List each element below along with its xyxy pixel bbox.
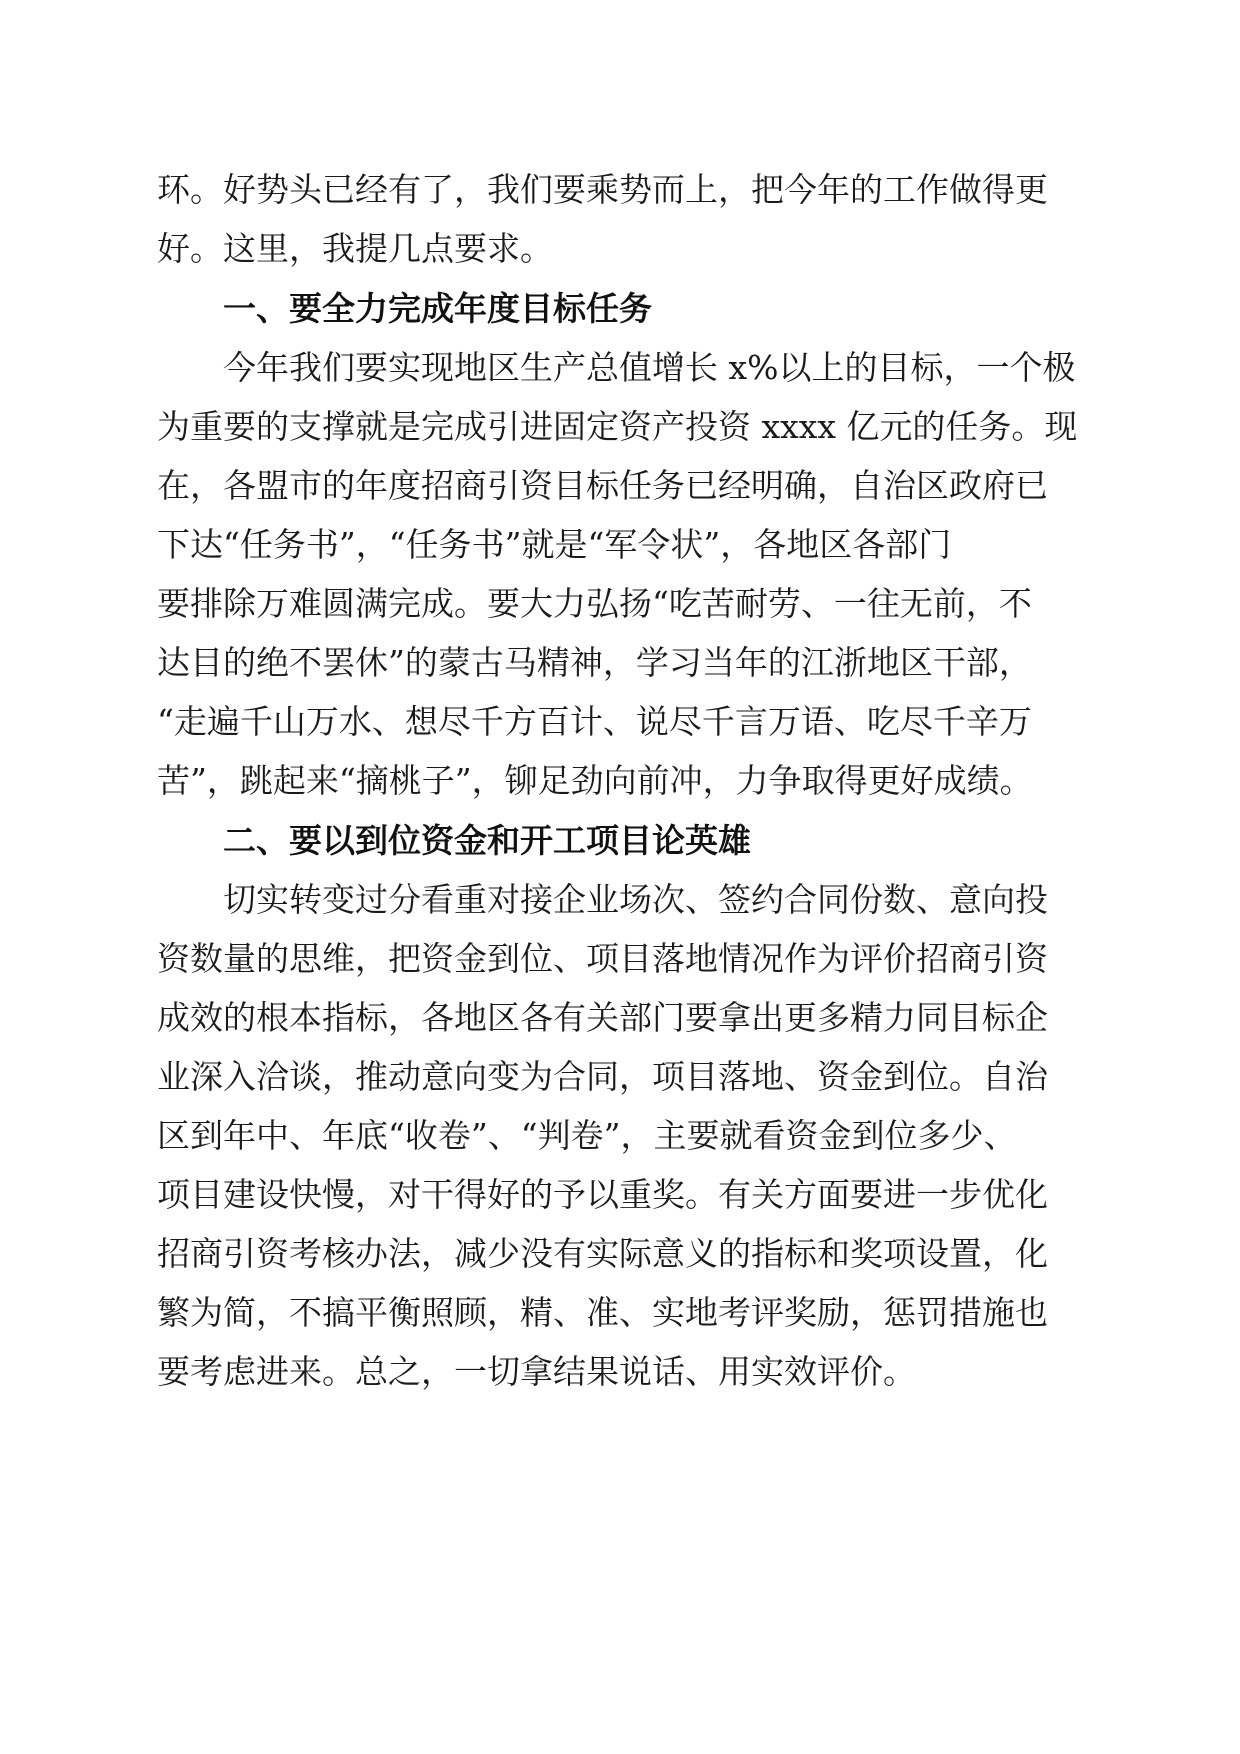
paragraph-line: 繁为简，不搞平衡照顾，精、准、实地考评奖励，惩罚措施也 xyxy=(157,1293,1048,1332)
paragraph-line: 要排除万难圆满完成。要大力弘扬“吃苦耐劳、一往无前，不 xyxy=(157,584,1032,623)
paragraph-line: 项目建设快慢，对干得好的予以重奖。有关方面要进一步优化 xyxy=(157,1175,1048,1214)
paragraph-line: 要考虑进来。总之，一切拿结果说话、用实效评价。 xyxy=(157,1352,916,1391)
paragraph-line: 成效的根本指标，各地区各有关部门要拿出更多精力同目标企 xyxy=(157,998,1048,1037)
paragraph-line: 下达“任务书”，“任务书”就是“军令状”，各地区各部门 xyxy=(157,525,952,564)
paragraph-line: 资数量的思维，把资金到位、项目落地情况作为评价招商引资 xyxy=(157,939,1048,978)
section-heading: 一、要全力完成年度目标任务 xyxy=(223,289,652,328)
paragraph-line: 招商引资考核办法，减少没有实际意义的指标和奖项设置，化 xyxy=(157,1234,1048,1273)
paragraph-line: 切实转变过分看重对接企业场次、签约合同份数、意向投 xyxy=(223,880,1048,919)
paragraph-line: 今年我们要实现地区生产总值增长 x%以上的目标，一个极 xyxy=(223,348,1076,387)
paragraph-line: 区到年中、年底“收卷”、“判卷”，主要就看资金到位多少、 xyxy=(157,1116,1017,1155)
paragraph-line: 为重要的支撑就是完成引进固定资产投资 xxxx 亿元的任务。现 xyxy=(157,407,1078,446)
paragraph-line: 业深入洽谈，推动意向变为合同，项目落地、资金到位。自治 xyxy=(157,1057,1048,1096)
paragraph-line: 在，各盟市的年度招商引资目标任务已经明确，自治区政府已 xyxy=(157,466,1048,505)
paragraph-line: 苦”，跳起来“摘桃子”，铆足劲向前冲，力争取得更好成绩。 xyxy=(157,761,1033,800)
paragraph-line: “走遍千山万水、想尽千方百计、说尽千言万语、吃尽千辛万 xyxy=(157,702,1032,741)
paragraph-line: 环。好势头已经有了，我们要乘势而上，把今年的工作做得更 xyxy=(157,170,1048,209)
section-heading: 二、要以到位资金和开工项目论英雄 xyxy=(223,821,751,860)
paragraph-line: 好。这里，我提几点要求。 xyxy=(157,229,553,268)
paragraph-line: 达目的绝不罢休”的蒙古马精神，学习当年的江浙地区干部， xyxy=(157,643,1032,682)
